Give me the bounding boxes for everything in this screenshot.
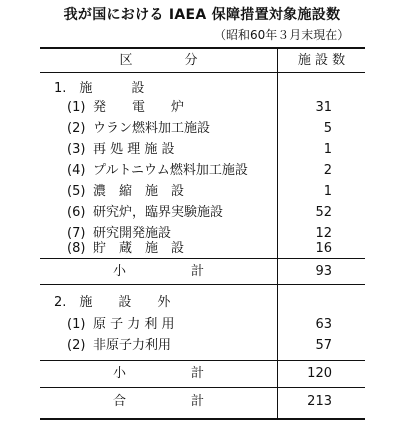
row-label: ウラン燃料加工施設 xyxy=(93,121,211,136)
row-label: 貯 蔵 施 設 xyxy=(93,241,185,256)
row-value: 1 xyxy=(323,142,332,157)
row-index: (2) xyxy=(67,338,86,353)
table-title: 我が国における IAEA 保障措置対象施設数 xyxy=(63,7,341,23)
subtotal1-rule-top xyxy=(40,258,365,259)
row-index: (7) xyxy=(67,226,86,241)
row-value: 52 xyxy=(315,205,332,220)
row-label: 濃 縮 施 設 xyxy=(93,184,185,199)
top-border xyxy=(40,47,365,49)
row-value: 2 xyxy=(323,163,332,178)
table-subtitle: （昭和60年３月末現在） xyxy=(214,28,350,42)
row-value: 57 xyxy=(315,338,332,353)
subtotal1-label: 小 計 xyxy=(112,264,204,279)
header-count: 施 設 数 xyxy=(297,53,346,68)
row-value: 1 xyxy=(323,184,332,199)
row-label: 非原子力利用 xyxy=(93,338,172,353)
row-label: 発 電 炉 xyxy=(93,100,185,115)
total-label: 合 計 xyxy=(112,394,204,409)
row-index: (3) xyxy=(67,142,86,157)
subtotal2-label: 小 計 xyxy=(112,366,204,381)
row-value: 31 xyxy=(315,100,332,115)
row-index: (8) xyxy=(67,241,86,256)
row-label: 研究炉，臨界実験施設 xyxy=(93,205,224,220)
row-index: (4) xyxy=(67,163,86,178)
row-index: (1) xyxy=(67,100,86,115)
row-index: (5) xyxy=(67,184,86,199)
subtotal2-value: 120 xyxy=(307,366,332,381)
row-label: 研究開発施設 xyxy=(93,226,172,241)
total-value: 213 xyxy=(307,394,332,409)
header-rule xyxy=(40,72,365,73)
row-label: 原 子 力 利 用 xyxy=(93,317,175,332)
row-value: 63 xyxy=(315,317,332,332)
section1-heading: 1. 施 設 xyxy=(54,81,145,96)
subtotal1-value: 93 xyxy=(315,264,332,279)
section2-heading: 2. 施 設 外 xyxy=(54,295,171,310)
subtotal2-rule-top xyxy=(40,360,365,361)
row-label: プルトニウム燃料加工施設 xyxy=(93,163,248,178)
row-index: (2) xyxy=(67,121,86,136)
section1-end-rule xyxy=(40,284,365,285)
row-index: (1) xyxy=(67,317,86,332)
total-rule-top xyxy=(40,387,365,388)
row-index: (6) xyxy=(67,205,86,220)
header-category: 区 分 xyxy=(119,53,198,68)
row-value: 16 xyxy=(315,241,332,256)
row-value: 12 xyxy=(315,226,332,241)
bottom-border xyxy=(40,418,365,420)
row-value: 5 xyxy=(323,121,332,136)
row-label: 再 処 理 施 設 xyxy=(93,142,175,157)
